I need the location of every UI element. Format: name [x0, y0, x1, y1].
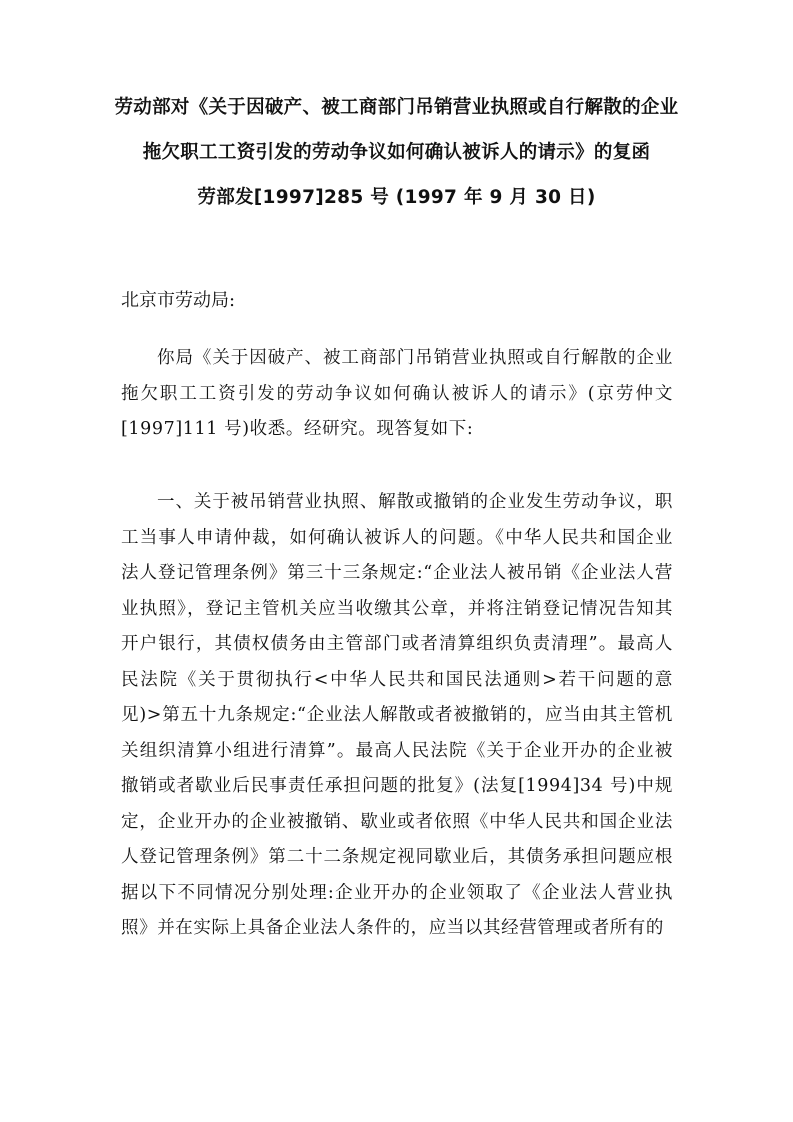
document-number-date: 劳部发[1997]285 号 (1997 年 9 月 30 日) — [197, 187, 596, 208]
document-title-line-1: 劳动部对《关于因破产、被工商部门吊销营业执照或自行解散的企业 — [114, 97, 679, 118]
document-title-line-2: 拖欠职工工资引发的劳动争议如何确认被诉人的请示》的复函 — [142, 142, 651, 163]
paragraph-section-one: 一、关于被吊销营业执照、解散或撤销的企业发生劳动争议，职工当事人申请仲裁，如何确认被诉人的问题。《中华人民共和国企业法人登记管理条例》第三十三条规定:“企业法人被吊销《企业法人营业执照》，登记主管机关应当收缴其公章，并将注销登记情况告知其开户银行，其债权债务由主管部门或者清算组织负责清理”。最高人民法院《关于贯彻执行<中华人民共和国民法通则>若干问题的意见)>第五十九条规定:“企业法人解散或者被撤销的，应当由其主管机关组织清算小组进行清算”。最高人民法院《关于企业开办的企业被撤销或者歇业后民事责任承担问题的批复》(法复[1994]34 号)中规定，企业开办的企业被撤销、歇业或者依照《中华人民共和国企业法人登记管理条例》第二十二条规定视同歇业后，其债务承担问题应根据以下不同情况分别处理:企业开办的企业领取了《企业法人营业执照》并在实际上具备企业法人条件的，应当以其经营管理或者所有的 — [121, 492, 673, 938]
paragraph-acknowledgement: 你局《关于因破产、被工商部门吊销营业执照或自行解散的企业拖欠职工工资引发的劳动争议如何确认被诉人的请示》(京劳仲文[1997]111 号)收悉。经研究。现答复如下: — [121, 348, 673, 439]
salutation: 北京市劳动局: — [121, 290, 236, 311]
